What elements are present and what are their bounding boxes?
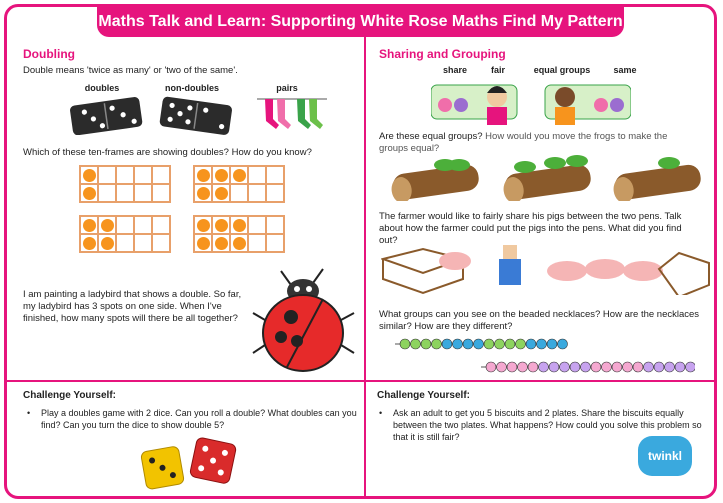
bead [442,339,452,349]
tenframe-cell [80,234,98,252]
bead [484,339,494,349]
tenframe-cell [212,234,230,252]
challenge-right-body: Ask an adult to get you 5 biscuits and 2 plates. Share the biscuits equally between the two plates. What happens? How could you solve this problem so that it is still fair? [393,408,702,442]
dice-icon [137,435,241,493]
bead [644,362,654,372]
tenframe-cell [248,234,266,252]
ladybird-question: I am painting a ladybird that shows a double. So far, my ladybird has 3 spots on one side. When I've finished, how many spots will there be all together? [23,289,242,324]
socks-pairs-icon [257,93,327,135]
bead [549,362,559,372]
bead [602,362,612,372]
frogs-question [379,131,699,155]
tenframe-cell [152,184,170,202]
bead [581,362,591,372]
tenframe-cell [266,234,284,252]
tenframe-cell [230,234,248,252]
bead [526,339,536,349]
pigs-question: The farmer would like to fairly share his pigs between the two pens. Talk about how the farmer could put the pigs into the pens. What did you find out? [379,211,682,246]
tenframe-cell [116,166,134,184]
tenframe-cell [266,184,284,202]
domino-non-double-icon [157,95,237,135]
bead [612,362,622,372]
bead [675,362,685,372]
worksheet-frame [4,4,717,499]
children-with-cakes-icon [431,79,631,125]
bead [570,362,580,372]
row-divider [7,380,717,382]
tenframe-3 [79,215,171,253]
bead [497,362,507,372]
bead [432,339,442,349]
bead [507,362,517,372]
tenframe-cell [98,216,116,234]
tenframe-cell [98,234,116,252]
tenframe-cell [98,184,116,202]
tenframe-cell [134,184,152,202]
bead [537,339,547,349]
tenframe-cell [116,184,134,202]
tenframe-cell [212,184,230,202]
label-pairs: pairs [276,83,298,93]
tenframe-cell [80,216,98,234]
tenframe-cell [152,166,170,184]
bead [591,362,601,372]
doubling-intro: Double means 'twice as many' or 'two of the same'. [23,65,238,76]
twinkl-logo: twinkl [638,436,692,476]
tenframe-cell [248,166,266,184]
challenge-left-body: Play a doubles game with 2 dice. Can you roll a double? What doubles can you find? Can you turn the dice to show double 5? [41,408,357,430]
bead [495,339,505,349]
column-divider [364,37,366,497]
doubling-title: Doubling [23,47,75,61]
tenframe-cell [152,234,170,252]
tenframe-cell [98,166,116,184]
word-same: same [613,65,637,75]
tenframe-cell [266,166,284,184]
bead [421,339,431,349]
word-share: share [442,65,468,75]
label-non-doubles: non-doubles [165,83,219,93]
bead [560,362,570,372]
bead [686,362,696,372]
frogs-question-part1: Are these equal groups? [379,131,483,142]
label-doubles: doubles [84,83,120,93]
bead [558,339,568,349]
bead [486,362,496,372]
beaded-necklaces-icon [395,335,695,377]
bead [528,362,538,372]
tenframe-2 [193,165,285,203]
challenge-left-title: Challenge Yourself: [23,390,116,401]
domino-double-icon [67,95,147,135]
tenframe-cell [194,216,212,234]
bead [505,339,515,349]
tenframe-cell [248,184,266,202]
bead [411,339,421,349]
tenframe-1 [79,165,171,203]
bead [547,339,557,349]
word-fair: fair [490,65,505,75]
bead [623,362,633,372]
tenframe-cell [152,216,170,234]
tenframe-cell [212,216,230,234]
bullet-icon: • [379,408,383,418]
bead [453,339,463,349]
bead [665,362,675,372]
tenframe-cell [134,216,152,234]
tenframe-4 [193,215,285,253]
bead [654,362,664,372]
tenframe-cell [230,166,248,184]
tenframe-cell [266,216,284,234]
tenframe-cell [248,216,266,234]
bead [633,362,643,372]
frogs-question-part2: How would you move the frogs to make the groups equal? [379,131,668,154]
tenframe-cell [80,166,98,184]
challenge-left-text [27,407,357,431]
tenframe-cell [230,216,248,234]
bead [516,339,526,349]
logs-with-frogs-icon [387,153,707,201]
tenframe-cell [80,184,98,202]
tenframe-cell [116,234,134,252]
bead [400,339,410,349]
tenframe-cell [194,184,212,202]
tenframe-cell [134,166,152,184]
page-title: Maths Talk and Learn: Supporting White Rose Maths Find My Pattern [97,7,624,37]
farmer-pigs-pens-icon [381,239,711,295]
tenframe-cell [194,234,212,252]
sharing-title: Sharing and Grouping [379,47,506,61]
bead [474,339,484,349]
tenframe-cell [116,216,134,234]
tenframe-question: Which of these ten-frames are showing doubles? How do you know? [23,147,312,158]
tenframe-cell [194,166,212,184]
bead [463,339,473,349]
tenframe-cell [230,184,248,202]
tenframe-cell [134,234,152,252]
tenframe-cell [212,166,230,184]
ladybird-icon [251,265,356,375]
challenge-right-title: Challenge Yourself: [377,390,470,401]
bullet-icon: • [27,408,31,418]
necklaces-question: What groups can you see on the beaded necklaces? How are the necklaces similar? How are they different? [379,309,700,332]
bead [539,362,549,372]
word-equal-groups: equal groups [533,65,591,75]
bead [518,362,528,372]
